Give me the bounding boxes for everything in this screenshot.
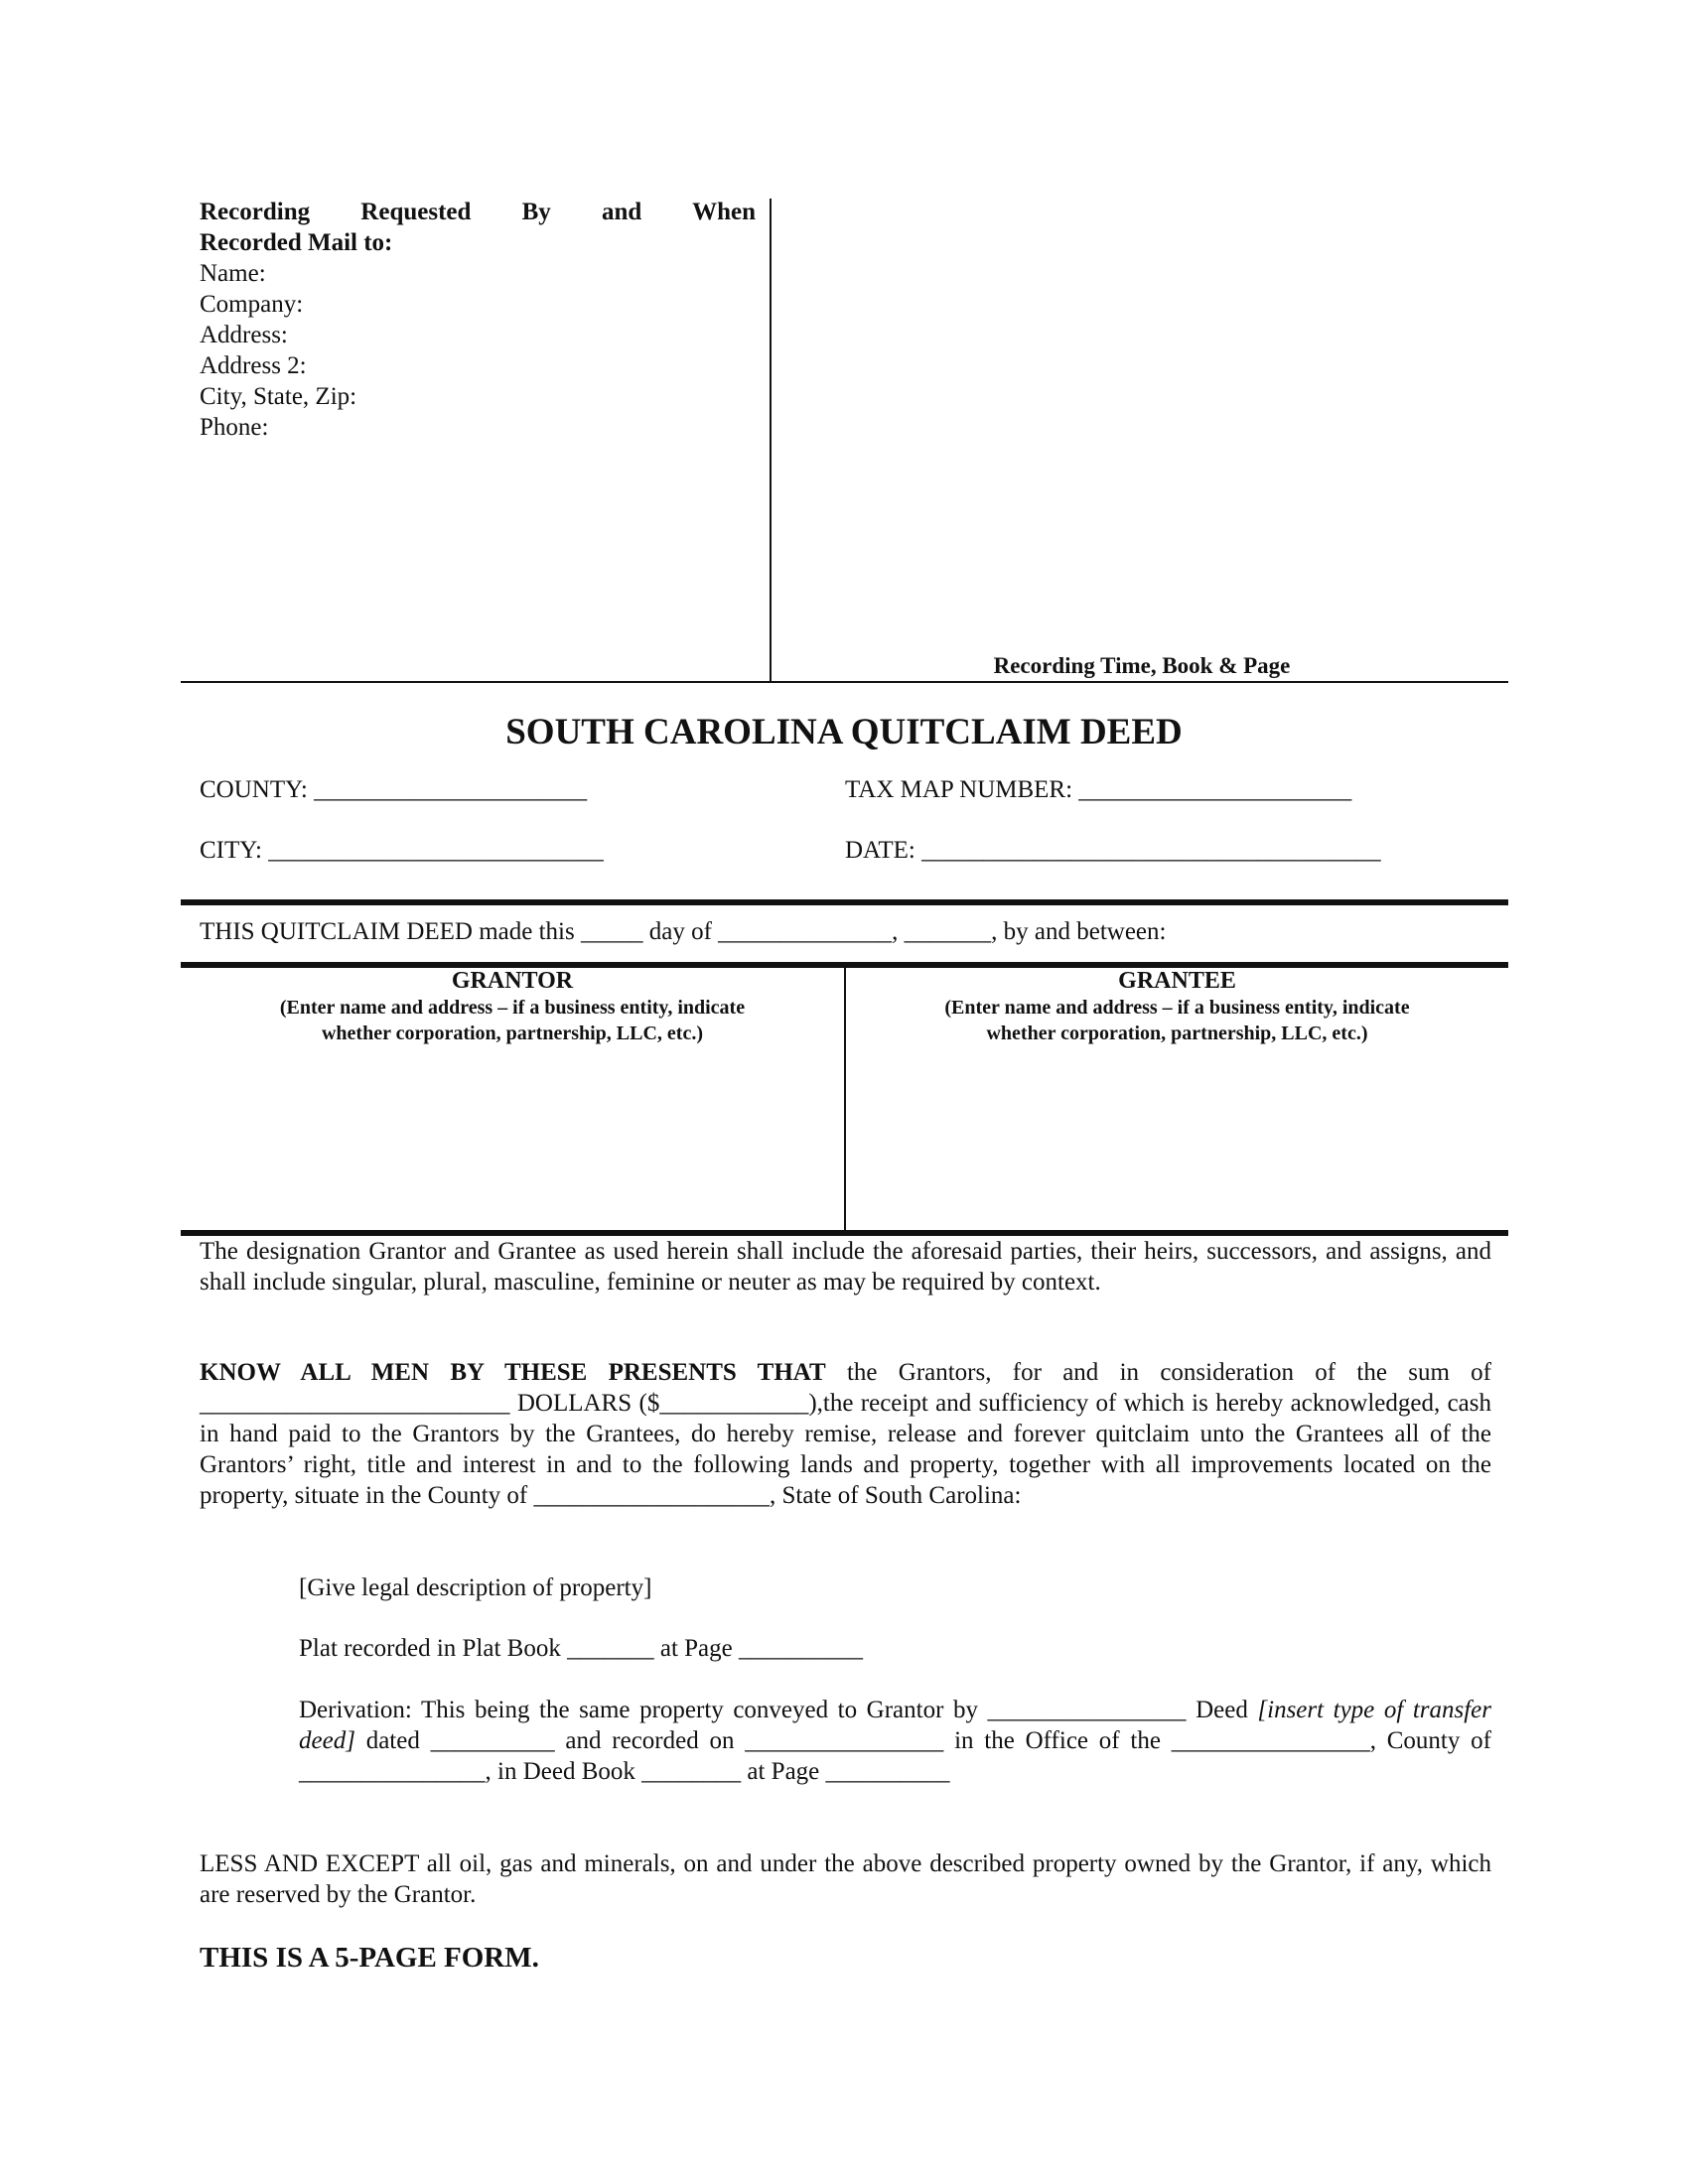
know-all-paragraph [200, 1357, 1491, 1511]
designation-paragraph: The designation Grantor and Grantee as used herein shall include the aforesaid parties, their heirs, successors, and assigns, and shall include singular, plural, masculine, feminine or neuter as may be required by context. [200, 1238, 1491, 1296]
derivation-paragraph [299, 1695, 1491, 1787]
recording-header-line1: Recording Requested By and When [200, 199, 756, 225]
field-address: Address: [200, 322, 288, 348]
less-except-paragraph: LESS AND EXCEPT all oil, gas and minerals, on and under the above described property owned by the Grantor, if any, which are reserved by the Grantor. [200, 1850, 1491, 1908]
made-line: THIS QUITCLAIM DEED made this _____ day of ______________, _______, by and between: [200, 918, 1167, 945]
recording-time-caption: Recording Time, Book & Page [993, 653, 1291, 678]
county-field: COUNTY: ______________________ [200, 776, 588, 803]
plat-line: Plat recorded in Plat Book _______ at Page __________ [299, 1635, 863, 1662]
field-company: Company: [200, 291, 304, 318]
derivation-text: Derivation: This being the same property conveyed to Grantor by ________________ Deed [299, 1697, 1258, 1723]
recording-divider [770, 199, 772, 683]
header-rule [181, 681, 1508, 683]
derivation-text: dated __________ and recorded on ________________ in the Office of the ________________, County of _______________, in Deed Book ________ at Page __________ [299, 1727, 1491, 1785]
thick-rule [181, 899, 1508, 905]
know-all-lead: KNOW ALL MEN BY THESE PRESENTS THAT [200, 1359, 826, 1386]
field-name: Name: [200, 260, 266, 287]
grantee-box [846, 968, 1508, 1046]
tax-map-field: TAX MAP NUMBER: ______________________ [845, 776, 1352, 803]
field-phone: Phone: [200, 414, 269, 441]
page-count-note: THIS IS A 5-PAGE FORM. [200, 1942, 539, 1974]
legal-description: [Give legal description of property] [299, 1574, 652, 1601]
page-title: SOUTH CAROLINA QUITCLAIM DEED [505, 712, 1183, 752]
date-field: DATE: _____________________________________ [845, 837, 1381, 864]
recording-fields [200, 258, 356, 443]
grantor-note: whether corporation, partnership, LLC, etc.) [321, 1023, 704, 1044]
grantee-note: (Enter name and address – if a business entity, indicate [944, 997, 1410, 1019]
grantor-box [181, 968, 844, 1046]
grantor-title: GRANTOR [451, 968, 574, 994]
city-field: CITY: ___________________________ [200, 837, 604, 864]
field-city-state-zip: City, State, Zip: [200, 383, 357, 410]
recording-header-line2: Recorded Mail to: [200, 229, 393, 256]
derivation-insert: [insert type of transfer deed] [299, 1697, 1491, 1754]
grantee-note: whether corporation, partnership, LLC, etc.) [986, 1023, 1368, 1044]
field-address2: Address 2: [200, 352, 307, 379]
recording-requested-header [200, 197, 756, 258]
grantee-title: GRANTEE [1118, 968, 1236, 994]
know-all-text: the Grantors, for and in consideration of the sum of _________________________ DOLLARS ($____________),the receipt and sufficiency of which is hereby acknowledged, cash in hand paid to the Grantors by the Grantees, do hereby remise, release and forever quitclaim unto the Grantees all of the Grantors’ right, title and interest in and to the following lands and property, together with all improvements located on the property, situate in the County of ___________________, State of South Carolina: [200, 1359, 1491, 1509]
grantor-note: (Enter name and address – if a business entity, indicate [279, 997, 746, 1019]
